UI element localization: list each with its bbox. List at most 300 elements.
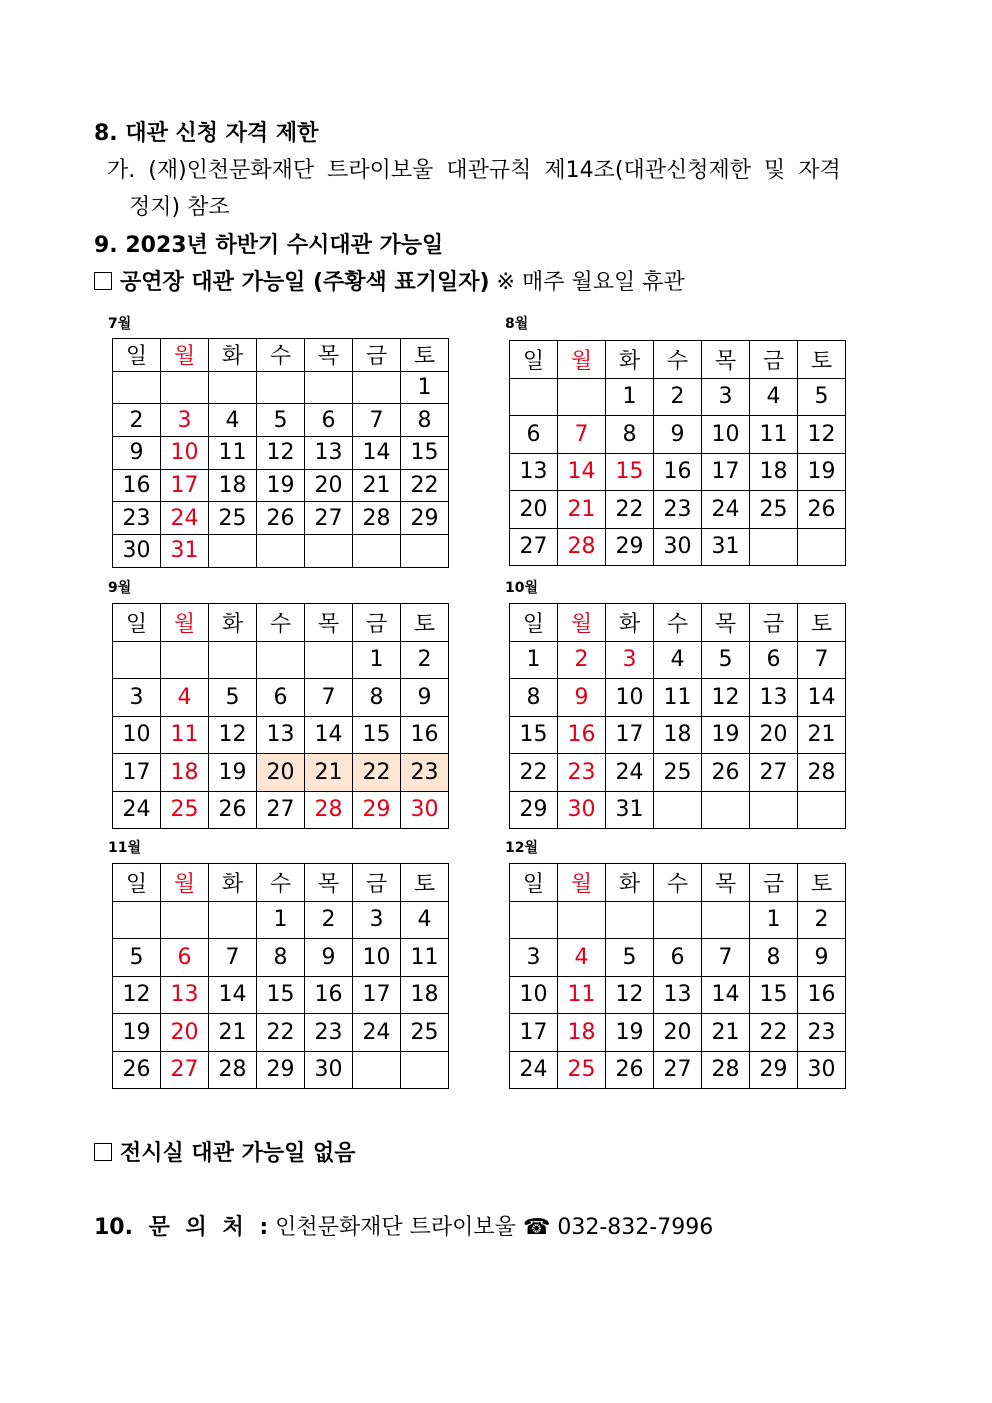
calendar-day-cell: 9: [558, 679, 606, 717]
calendar-day-cell: 29: [353, 791, 401, 829]
calendar-day-cell: 3: [606, 641, 654, 679]
calendar-day-cell: 4: [558, 939, 606, 977]
calendar-empty-cell: [702, 901, 750, 939]
weekday-header-cell: 일: [510, 604, 558, 642]
performance-availability-title: 공연장 대관 가능일 (주황색 표기일자): [120, 270, 490, 295]
weekday-header-cell: 일: [510, 341, 558, 379]
weekday-header-row: [113, 864, 449, 902]
calendar-empty-cell: [798, 791, 846, 829]
calendar-empty-cell: [654, 901, 702, 939]
calendar-day-cell: 11: [401, 939, 449, 977]
calendar-day-cell: 19: [257, 469, 305, 502]
calendar-day-cell: 3: [353, 901, 401, 939]
section8-item-line1: 가. (재)인천문화재단 트라이보울 대관규칙 제14조(대관신청제한 및 자격: [107, 158, 841, 183]
calendar-day-cell: 19: [798, 453, 846, 491]
calendar-day-cell: 4: [750, 378, 798, 416]
calendar-day-cell: 5: [606, 939, 654, 977]
calendar-day-cell: 22: [606, 491, 654, 529]
weekday-header-cell: 목: [702, 864, 750, 902]
calendar-day-cell: 19: [113, 1014, 161, 1052]
calendar-day-cell: 15: [401, 437, 449, 470]
calendar-day-cell: 20: [750, 716, 798, 754]
calendar-empty-cell: [161, 901, 209, 939]
calendar-empty-cell: [401, 535, 449, 568]
weekday-header-cell: 금: [353, 339, 401, 372]
calendar-empty-cell: [558, 378, 606, 416]
calendar-empty-cell: [161, 371, 209, 404]
calendar-day-cell: 8: [257, 939, 305, 977]
calendar-day-cell: 8: [606, 416, 654, 454]
calendar-day-cell: 27: [750, 754, 798, 792]
calendar-day-cell: 19: [702, 716, 750, 754]
calendar-week-row: [113, 901, 449, 939]
calendar-day-cell: 1: [750, 901, 798, 939]
calendar-empty-cell: [305, 371, 353, 404]
calendar-day-cell: 4: [401, 901, 449, 939]
calendar-day-cell: 18: [161, 754, 209, 792]
calendar-week-row: [510, 528, 846, 566]
weekday-header-cell: 수: [654, 864, 702, 902]
contact-phone: 032-832-7996: [550, 1215, 714, 1240]
weekday-header-cell: 금: [750, 341, 798, 379]
calendar-day-cell: 10: [113, 716, 161, 754]
weekday-header-cell: 월: [161, 864, 209, 902]
calendar-week-row: [510, 939, 846, 977]
calendar-day-cell: 17: [510, 1014, 558, 1052]
calendar-day-cell: 21: [798, 716, 846, 754]
calendar-week-row: [510, 1051, 846, 1089]
weekday-header-cell: 금: [353, 864, 401, 902]
calendar-day-cell: 28: [305, 791, 353, 829]
calendar-empty-cell: [113, 371, 161, 404]
weekday-header-row: [510, 341, 846, 379]
calendar-day-cell: 14: [305, 716, 353, 754]
calendar-day-cell: 10: [161, 437, 209, 470]
contact-organization: 인천문화재단 트라이보울: [268, 1215, 523, 1240]
calendar-day-cell: 10: [510, 976, 558, 1014]
calendar-day-cell: 17: [161, 469, 209, 502]
calendar-day-cell: 12: [257, 437, 305, 470]
calendar-day-cell: 22: [353, 754, 401, 792]
calendar-empty-cell: [209, 535, 257, 568]
weekday-header-cell: 금: [353, 604, 401, 642]
weekday-header-cell: 금: [750, 604, 798, 642]
calendar-day-cell: 30: [401, 791, 449, 829]
calendar-week-row: [510, 901, 846, 939]
calendar-day-cell: 9: [401, 679, 449, 717]
calendar-day-cell: 13: [257, 716, 305, 754]
calendar-day-cell: 13: [750, 679, 798, 717]
calendar-day-cell: 21: [353, 469, 401, 502]
calendar-day-cell: 4: [654, 641, 702, 679]
month-label-sep: 9월: [108, 580, 132, 596]
weekday-header-cell: 월: [161, 604, 209, 642]
contact-line: [94, 1210, 713, 1241]
calendar-day-cell: 3: [161, 404, 209, 437]
calendar-day-cell: 9: [113, 437, 161, 470]
calendar-day-cell: 2: [401, 641, 449, 679]
calendar-week-row: [113, 371, 449, 404]
calendar-day-cell: 26: [209, 791, 257, 829]
calendar-day-cell: 2: [654, 378, 702, 416]
calendar-empty-cell: [798, 528, 846, 566]
calendar-day-cell: 24: [702, 491, 750, 529]
calendar-day-cell: 8: [401, 404, 449, 437]
calendar-august: [509, 340, 846, 566]
calendar-week-row: [113, 535, 449, 568]
calendar-day-cell: 7: [305, 679, 353, 717]
weekday-header-row: [510, 604, 846, 642]
weekday-header-cell: 일: [510, 864, 558, 902]
calendar-day-cell: 24: [606, 754, 654, 792]
weekday-header-cell: 수: [654, 341, 702, 379]
calendar-day-cell: 4: [209, 404, 257, 437]
calendar-day-cell: 23: [558, 754, 606, 792]
calendar-empty-cell: [257, 641, 305, 679]
calendar-october: [509, 603, 846, 829]
calendar-day-cell: 17: [702, 453, 750, 491]
calendar-empty-cell: [257, 535, 305, 568]
telephone-icon: ☎: [522, 1215, 551, 1240]
calendar-day-cell: 25: [558, 1051, 606, 1089]
calendar-day-cell: 11: [161, 716, 209, 754]
weekday-header-cell: 금: [750, 864, 798, 902]
calendar-day-cell: 26: [702, 754, 750, 792]
calendar-empty-cell: [353, 535, 401, 568]
calendar-day-cell: 5: [798, 378, 846, 416]
calendar-day-cell: 2: [305, 901, 353, 939]
calendar-week-row: [510, 754, 846, 792]
calendar-day-cell: 28: [558, 528, 606, 566]
calendar-week-row: [113, 976, 449, 1014]
calendar-day-cell: 19: [606, 1014, 654, 1052]
calendar-day-cell: 31: [161, 535, 209, 568]
calendar-week-row: [113, 679, 449, 717]
calendar-day-cell: 3: [510, 939, 558, 977]
calendar-september: [112, 603, 449, 829]
calendar-empty-cell: [702, 791, 750, 829]
calendar-day-cell: 18: [209, 469, 257, 502]
calendar-day-cell: 6: [510, 416, 558, 454]
calendar-day-cell: 1: [606, 378, 654, 416]
calendar-day-cell: 27: [161, 1051, 209, 1089]
month-label-oct: 10월: [505, 580, 539, 596]
calendar-november: [112, 863, 449, 1089]
weekday-header-cell: 토: [401, 339, 449, 372]
calendar-empty-cell: [113, 901, 161, 939]
calendar-day-cell: 28: [798, 754, 846, 792]
calendar-day-cell: 6: [161, 939, 209, 977]
calendar-day-cell: 6: [257, 679, 305, 717]
calendar-day-cell: 14: [558, 453, 606, 491]
calendar-empty-cell: [353, 371, 401, 404]
calendar-day-cell: 28: [209, 1051, 257, 1089]
calendar-day-cell: 20: [654, 1014, 702, 1052]
calendar-day-cell: 2: [798, 901, 846, 939]
calendar-day-cell: 12: [702, 679, 750, 717]
section9-heading: 9. 2023년 하반기 수시대관 가능일: [94, 233, 444, 258]
calendar-day-cell: 29: [606, 528, 654, 566]
calendar-day-cell: 25: [750, 491, 798, 529]
weekday-header-cell: 화: [606, 864, 654, 902]
weekday-header-cell: 토: [798, 864, 846, 902]
calendar-day-cell: 20: [257, 754, 305, 792]
calendar-day-cell: 10: [606, 679, 654, 717]
calendar-empty-cell: [750, 528, 798, 566]
calendar-day-cell: 17: [353, 976, 401, 1014]
weekday-header-row: [510, 864, 846, 902]
calendar-week-row: [113, 641, 449, 679]
weekday-header-cell: 목: [305, 339, 353, 372]
calendar-day-cell: 25: [401, 1014, 449, 1052]
calendar-week-row: [113, 1014, 449, 1052]
calendar-day-cell: 16: [798, 976, 846, 1014]
weekday-header-cell: 월: [558, 864, 606, 902]
calendar-day-cell: 20: [510, 491, 558, 529]
calendar-empty-cell: [257, 371, 305, 404]
calendar-empty-cell: [113, 641, 161, 679]
calendar-empty-cell: [209, 641, 257, 679]
weekday-header-cell: 화: [209, 864, 257, 902]
calendar-day-cell: 1: [401, 371, 449, 404]
calendar-day-cell: 13: [305, 437, 353, 470]
calendar-day-cell: 23: [654, 491, 702, 529]
weekday-header-cell: 일: [113, 864, 161, 902]
calendar-day-cell: 9: [305, 939, 353, 977]
calendar-empty-cell: [401, 1051, 449, 1089]
calendar-day-cell: 5: [257, 404, 305, 437]
weekday-header-cell: 수: [257, 864, 305, 902]
weekday-header-cell: 수: [257, 339, 305, 372]
calendar-empty-cell: [353, 1051, 401, 1089]
calendar-day-cell: 2: [113, 404, 161, 437]
calendar-day-cell: 31: [702, 528, 750, 566]
section8-item-line2: 정지) 참조: [129, 195, 230, 220]
weekday-header-cell: 월: [161, 339, 209, 372]
calendar-week-row: [113, 1051, 449, 1089]
calendar-day-cell: 1: [257, 901, 305, 939]
calendar-week-row: [510, 453, 846, 491]
calendar-empty-cell: [510, 378, 558, 416]
contact-label: 10. 문 의 처 :: [94, 1215, 269, 1240]
calendar-day-cell: 24: [113, 791, 161, 829]
weekday-header-row: [113, 604, 449, 642]
calendar-empty-cell: [161, 641, 209, 679]
calendar-day-cell: 15: [353, 716, 401, 754]
calendar-day-cell: 6: [750, 641, 798, 679]
weekday-header-cell: 목: [305, 864, 353, 902]
calendar-day-cell: 22: [750, 1014, 798, 1052]
calendar-day-cell: 1: [353, 641, 401, 679]
calendar-week-row: [510, 679, 846, 717]
calendar-day-cell: 14: [702, 976, 750, 1014]
calendar-day-cell: 8: [750, 939, 798, 977]
calendar-day-cell: 22: [257, 1014, 305, 1052]
calendar-day-cell: 3: [702, 378, 750, 416]
calendar-day-cell: 12: [209, 716, 257, 754]
calendar-day-cell: 2: [558, 641, 606, 679]
calendar-day-cell: 25: [209, 502, 257, 535]
calendar-week-row: [510, 491, 846, 529]
calendar-day-cell: 23: [113, 502, 161, 535]
calendar-empty-cell: [209, 371, 257, 404]
month-label-dec: 12월: [505, 840, 539, 856]
weekday-header-cell: 일: [113, 604, 161, 642]
calendar-day-cell: 29: [750, 1051, 798, 1089]
calendar-empty-cell: [209, 901, 257, 939]
calendar-day-cell: 17: [113, 754, 161, 792]
calendar-empty-cell: [750, 791, 798, 829]
weekday-header-cell: 목: [702, 604, 750, 642]
weekday-header-cell: 화: [606, 341, 654, 379]
calendar-day-cell: 7: [798, 641, 846, 679]
calendar-day-cell: 11: [654, 679, 702, 717]
calendar-day-cell: 17: [606, 716, 654, 754]
calendar-day-cell: 16: [401, 716, 449, 754]
calendar-day-cell: 6: [654, 939, 702, 977]
weekday-header-cell: 월: [558, 604, 606, 642]
calendar-day-cell: 8: [510, 679, 558, 717]
checkbox-square-icon: [94, 1143, 112, 1161]
monday-closed-note: ※ 매주 월요일 휴관: [489, 270, 685, 295]
calendar-day-cell: 14: [353, 437, 401, 470]
calendar-day-cell: 18: [401, 976, 449, 1014]
calendar-day-cell: 11: [209, 437, 257, 470]
calendar-july: [112, 338, 449, 568]
calendar-day-cell: 18: [654, 716, 702, 754]
calendar-week-row: [113, 469, 449, 502]
calendar-week-row: [510, 976, 846, 1014]
calendar-day-cell: 16: [654, 453, 702, 491]
calendar-day-cell: 7: [558, 416, 606, 454]
calendar-week-row: [510, 1014, 846, 1052]
weekday-header-row: [113, 339, 449, 372]
weekday-header-cell: 일: [113, 339, 161, 372]
checkbox-square-icon: [94, 272, 112, 290]
calendar-day-cell: 26: [257, 502, 305, 535]
calendar-day-cell: 5: [113, 939, 161, 977]
calendar-day-cell: 15: [257, 976, 305, 1014]
calendar-day-cell: 1: [510, 641, 558, 679]
calendar-week-row: [113, 716, 449, 754]
calendar-day-cell: 10: [353, 939, 401, 977]
calendar-day-cell: 25: [654, 754, 702, 792]
calendar-day-cell: 8: [353, 679, 401, 717]
weekday-header-cell: 월: [558, 341, 606, 379]
weekday-header-cell: 수: [257, 604, 305, 642]
exhibition-line: [94, 1136, 356, 1167]
calendar-week-row: [510, 791, 846, 829]
weekday-header-cell: 토: [798, 341, 846, 379]
calendar-day-cell: 5: [702, 641, 750, 679]
calendar-week-row: [510, 716, 846, 754]
calendar-week-row: [113, 404, 449, 437]
calendar-day-cell: 18: [750, 453, 798, 491]
month-label-nov: 11월: [108, 840, 142, 856]
calendar-day-cell: 29: [401, 502, 449, 535]
calendar-day-cell: 12: [606, 976, 654, 1014]
calendar-day-cell: 13: [654, 976, 702, 1014]
calendar-empty-cell: [558, 901, 606, 939]
calendar-day-cell: 26: [113, 1051, 161, 1089]
calendar-day-cell: 21: [305, 754, 353, 792]
calendar-day-cell: 23: [305, 1014, 353, 1052]
exhibition-unavailable-text: 전시실 대관 가능일 없음: [120, 1141, 356, 1166]
calendar-day-cell: 30: [798, 1051, 846, 1089]
calendar-day-cell: 23: [798, 1014, 846, 1052]
calendar-day-cell: 11: [558, 976, 606, 1014]
calendar-day-cell: 22: [510, 754, 558, 792]
calendar-day-cell: 7: [353, 404, 401, 437]
calendar-empty-cell: [305, 641, 353, 679]
calendar-day-cell: 9: [798, 939, 846, 977]
calendar-day-cell: 6: [305, 404, 353, 437]
calendar-day-cell: 7: [209, 939, 257, 977]
calendar-day-cell: 22: [401, 469, 449, 502]
calendar-day-cell: 13: [161, 976, 209, 1014]
weekday-header-cell: 화: [209, 339, 257, 372]
weekday-header-cell: 수: [654, 604, 702, 642]
calendar-day-cell: 16: [558, 716, 606, 754]
calendar-december: [509, 863, 846, 1089]
section8-heading: 8. 대관 신청 자격 제한: [94, 121, 319, 146]
calendar-week-row: [510, 378, 846, 416]
calendar-day-cell: 14: [798, 679, 846, 717]
calendar-day-cell: 28: [353, 502, 401, 535]
calendar-empty-cell: [305, 535, 353, 568]
calendar-day-cell: 5: [209, 679, 257, 717]
calendar-week-row: [113, 437, 449, 470]
calendar-day-cell: 13: [510, 453, 558, 491]
calendar-empty-cell: [606, 901, 654, 939]
calendar-week-row: [113, 939, 449, 977]
calendar-day-cell: 4: [161, 679, 209, 717]
calendar-day-cell: 14: [209, 976, 257, 1014]
calendar-day-cell: 21: [209, 1014, 257, 1052]
calendar-day-cell: 16: [305, 976, 353, 1014]
calendar-day-cell: 16: [113, 469, 161, 502]
calendar-day-cell: 30: [113, 535, 161, 568]
calendar-day-cell: 27: [305, 502, 353, 535]
calendar-day-cell: 3: [113, 679, 161, 717]
month-label-jul: 7월: [108, 316, 132, 332]
performance-availability-line: [94, 265, 685, 296]
calendar-day-cell: 20: [305, 469, 353, 502]
calendar-day-cell: 19: [209, 754, 257, 792]
calendar-week-row: [510, 641, 846, 679]
weekday-header-cell: 토: [401, 864, 449, 902]
calendar-day-cell: 29: [257, 1051, 305, 1089]
calendar-week-row: [113, 502, 449, 535]
weekday-header-cell: 화: [209, 604, 257, 642]
calendar-day-cell: 20: [161, 1014, 209, 1052]
weekday-header-cell: 화: [606, 604, 654, 642]
calendar-day-cell: 12: [798, 416, 846, 454]
calendar-day-cell: 15: [606, 453, 654, 491]
calendar-day-cell: 10: [702, 416, 750, 454]
calendar-day-cell: 15: [510, 716, 558, 754]
weekday-header-cell: 목: [305, 604, 353, 642]
calendar-day-cell: 18: [558, 1014, 606, 1052]
calendar-day-cell: 30: [305, 1051, 353, 1089]
calendar-day-cell: 21: [558, 491, 606, 529]
calendar-day-cell: 30: [558, 791, 606, 829]
calendar-day-cell: 28: [702, 1051, 750, 1089]
calendar-day-cell: 12: [113, 976, 161, 1014]
calendar-day-cell: 24: [353, 1014, 401, 1052]
calendar-day-cell: 27: [654, 1051, 702, 1089]
calendar-day-cell: 24: [510, 1051, 558, 1089]
